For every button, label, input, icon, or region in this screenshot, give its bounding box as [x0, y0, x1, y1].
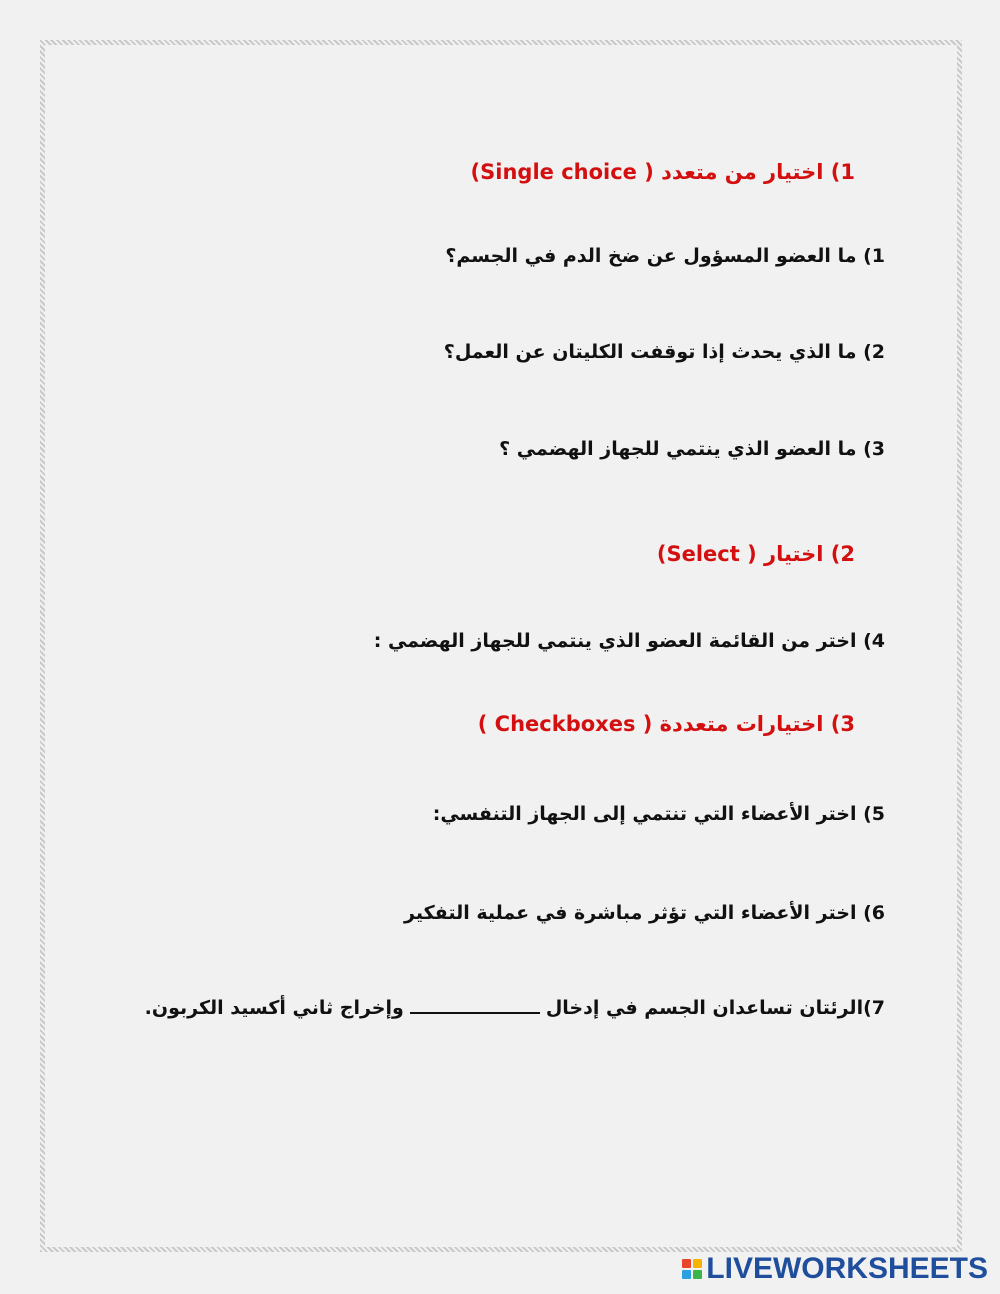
- section-heading-select: 2) اختيار ( Select): [656, 542, 855, 566]
- logo-square-blue: [682, 1270, 691, 1279]
- question-1: 1) ما العضو المسؤول عن ضخ الدم في الجسم؟: [445, 245, 885, 267]
- brand-name: LIVEWORKSHEETS: [706, 1252, 988, 1285]
- fill-in-blank[interactable]: [410, 1008, 540, 1014]
- section-heading-single-choice: 1) اختيار من متعدد ( Single choice): [470, 160, 855, 184]
- logo-square-yellow: [693, 1259, 702, 1268]
- logo-square-green: [693, 1270, 702, 1279]
- question-7-after-blank: وإخراج ثاني أكسيد الكربون.: [144, 997, 404, 1019]
- question-4: 4) اختر من القائمة العضو الذي ينتمي للجهاز الهضمي :: [373, 630, 885, 652]
- question-6: 6) اختر الأعضاء التي تؤثر مباشرة في عملية التفكير: [404, 902, 885, 924]
- question-2: 2) ما الذي يحدث إذا توقفت الكليتان عن العمل؟: [443, 341, 885, 363]
- section-heading-checkboxes: 3) اختيارات متعددة ( Checkboxes ): [477, 712, 855, 736]
- question-3: 3) ما العضو الذي ينتمي للجهاز الهضمي ؟: [499, 438, 885, 460]
- question-5: 5) اختر الأعضاء التي تنتمي إلى الجهاز التنفسي:: [432, 803, 885, 825]
- logo-square-red: [682, 1259, 691, 1268]
- question-7-before-blank: 7)الرئتان تساعدان الجسم في إدخال: [545, 997, 885, 1019]
- liveworksheets-brand: [682, 1252, 988, 1286]
- question-7: [145, 997, 885, 1019]
- liveworksheets-logo-icon: [682, 1259, 702, 1279]
